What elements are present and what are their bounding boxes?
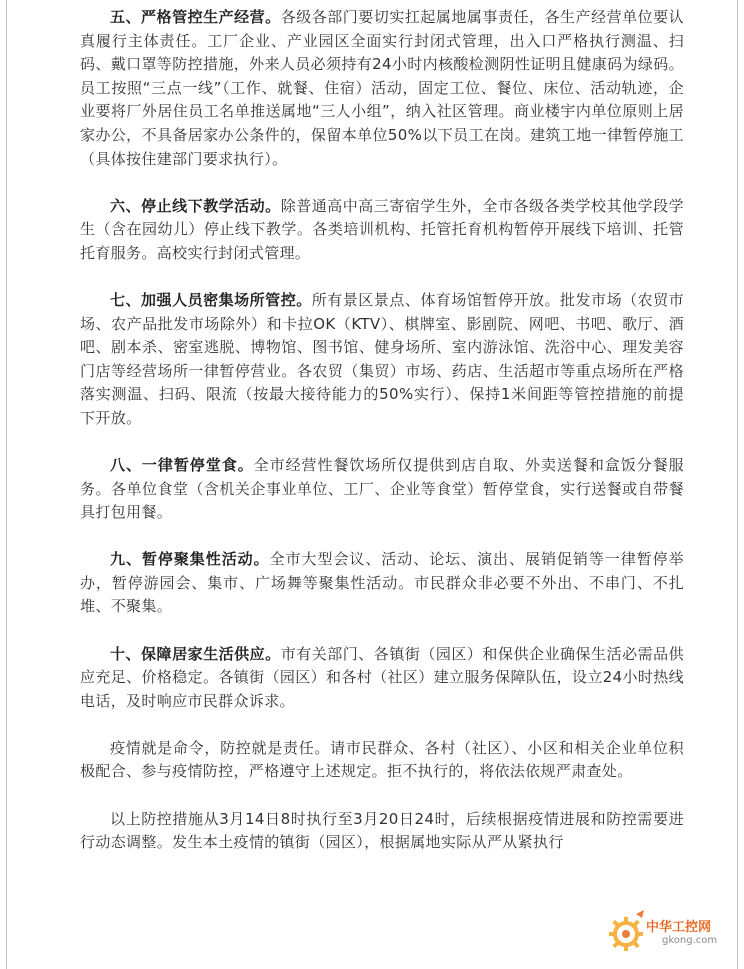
closing-text: 疫情就是命令，防控就是责任。请市民群众、各村（社区）、小区和相关企业单位积极配合、参与疫情防控，严格遵守上述规定。拒不执行的，将依法依规严肃查处。 <box>80 738 684 781</box>
paragraph-section-6 <box>80 195 684 266</box>
section-heading: 五、严格管控生产经营。 <box>110 8 281 26</box>
paragraph-section-5 <box>80 6 684 171</box>
section-heading: 八、一律暂停堂食。 <box>110 456 254 474</box>
section-text: 所有景区景点、体育场馆暂停开放。批发市场（农贸市场、农产品批发市场除外）和卡拉OK（KTV）、棋牌室、影剧院、网吧、书吧、歌厅、酒吧、剧本杀、密室逃脱、博物馆、图书馆、健身场所、室内游泳馆、洗浴中心、理发美容门店等经营场所一律暂停营业。各农贸（集贸）市场、药店、生活超市等重点场所在严格落实测温、扫码、限流（按最大接待能力的50%实行）、保持1米间距等管控措施的前提下开放。 <box>80 290 684 427</box>
section-heading: 九、暂停聚集性活动。 <box>110 550 270 569</box>
paragraph-closing <box>80 737 684 784</box>
section-text: 市有关部门、各镇街（园区）和保供企业确保生活必需品供应充足、价格稳定。各镇街（园区）和各村（社区）建立服务保障队伍，设立24小时热线电话，及时响应市民群众诉求。 <box>80 644 684 710</box>
section-text: 各级各部门要切实扛起属地属事责任，各生产经营单位要认真履行主体责任。工厂企业、产业园区全面实行封闭式管理，出入口严格执行测温、扫码、戴口罩等防控措施，外来人员必须持有24小时内核酸检测阴性证明且健康码为绿码。员工按照“三点一线”（工作、就餐、住宿）活动，固定工位、餐位、床位、活动轨迹，企业要将厂外居住员工名单推送属地“三人小组”，纳入社区管理。商业楼宇内单位原则上居家办公，不具备居家办公条件的，保留本单位50%以下员工在岗。建筑工地一律暂停施工（具体按住建部门要求执行）。 <box>80 8 684 168</box>
schedule-text: 以上防控措施从3月14日8时执行至3月20日24时，后续根据疫情进展和防控需要进行动态调整。发生本土疫情的镇街（园区），根据属地实际从严从紧执行 <box>80 809 684 852</box>
section-heading: 十、保障居家生活供应。 <box>110 644 281 663</box>
section-text: 除普通高中高三寄宿学生外，全市各级各类学校其他学段学生（含在园幼儿）停止线下教学。各类培训机构、托管托育机构暂停开展线下培训、托管托育服务。高校实行封闭式管理。 <box>80 196 684 262</box>
watermark-url: gkong.com <box>662 935 718 946</box>
paragraph-section-10 <box>80 643 684 714</box>
paragraph-section-8 <box>80 454 684 525</box>
section-heading: 六、停止线下教学活动。 <box>110 196 281 215</box>
watermark-site-name: 中华工控网 <box>646 920 712 935</box>
paragraph-schedule <box>80 808 684 855</box>
section-text: 全市经营性餐饮场所仅提供到店自取、外卖送餐和盒饭分餐服务。各单位食堂（含机关企事业单位、工厂、企业等食堂）暂停堂食，实行送餐或自带餐具打包用餐。 <box>80 456 684 522</box>
section-heading: 七、加强人员密集场所管控。 <box>110 290 312 309</box>
site-watermark <box>606 908 734 960</box>
paragraph-section-9 <box>80 548 684 619</box>
paragraph-section-7 <box>80 289 684 431</box>
section-text: 全市大型会议、活动、论坛、演出、展销促销等一律暂停举办，暂停游园会、集市、广场舞等聚集性活动。市民群众非必要不外出、不串门、不扎堆、不聚集。 <box>80 550 684 616</box>
article-body <box>80 6 684 878</box>
page-frame <box>6 0 738 969</box>
